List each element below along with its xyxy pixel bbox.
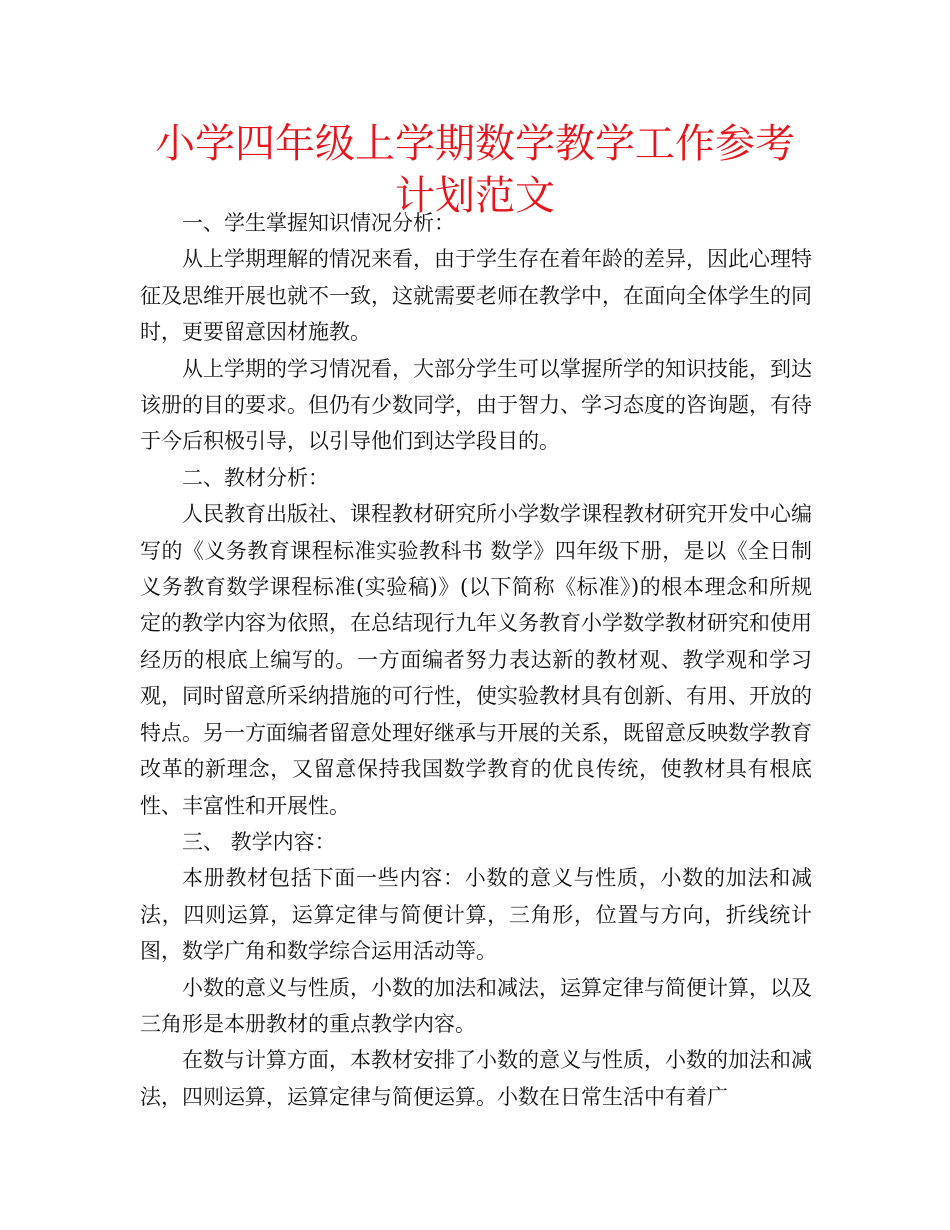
paragraph: 小数的意义与性质，小数的加法和减法，运算定律与简便计算，以及三角形是本册教材的重点教学内容。 bbox=[140, 975, 812, 1036]
paragraph: 人民教育出版社、课程教材研究所小学数学课程教材研究开发中心编写的《义务教育课程标准实验教科书 数学》四年级下册，是以《全日制义务教育数学课程标准(实验稿)》(以下简称《标准》)的根本理念和所规定的教学内容为依照，在总结现行九年义务教育小学数学教材研究和使用经历的根底上编写的。一方面编者努力表达新的教材观、教学观和学习观，同时留意所采纳措施的可行性，使实验教材具有创新、有用、开放的特点。另一方面编者留意处理好继承与开展的关系，既留意反映数学教育改革的新理念，又留意保持我国数学教育的优良传统，使教材具有根底性、丰富性和开展性。 bbox=[140, 502, 812, 818]
section-heading-teaching-content: 三、 教学内容： bbox=[182, 829, 336, 854]
section-heading-student-analysis: 一、学生掌握知识情况分析： bbox=[182, 211, 455, 235]
paragraph: 在数与计算方面，本教材安排了小数的意义与性质，小数的加法和减法，四则运算，运算定律与简便运算。小数在日常生活中有着广 bbox=[140, 1048, 812, 1109]
section-heading-textbook-analysis: 二、教材分析： bbox=[182, 465, 329, 490]
document-body bbox=[140, 205, 812, 1115]
paragraph: 本册教材包括下面一些内容：小数的意义与性质，小数的加法和减法，四则运算，运算定律与简便计算，三角形，位置与方向，折线统计图，数学广角和数学综合运用活动等。 bbox=[140, 866, 812, 964]
paragraph: 从上学期理解的情况来看，由于学生存在着年龄的差异，因此心理特征及思维开展也就不一致，这就需要老师在教学中，在面向全体学生的同时，更要留意因材施教。 bbox=[140, 247, 812, 345]
paragraph: 从上学期的学习情况看，大部分学生可以掌握所学的知识技能，到达该册的目的要求。但仍有少数同学，由于智力、学习态度的咨询题，有待于今后积极引导，以引导他们到达学段目的。 bbox=[140, 356, 812, 454]
document-title: 小学四年级上学期数学教学工作参考计划范文 bbox=[155, 121, 795, 219]
